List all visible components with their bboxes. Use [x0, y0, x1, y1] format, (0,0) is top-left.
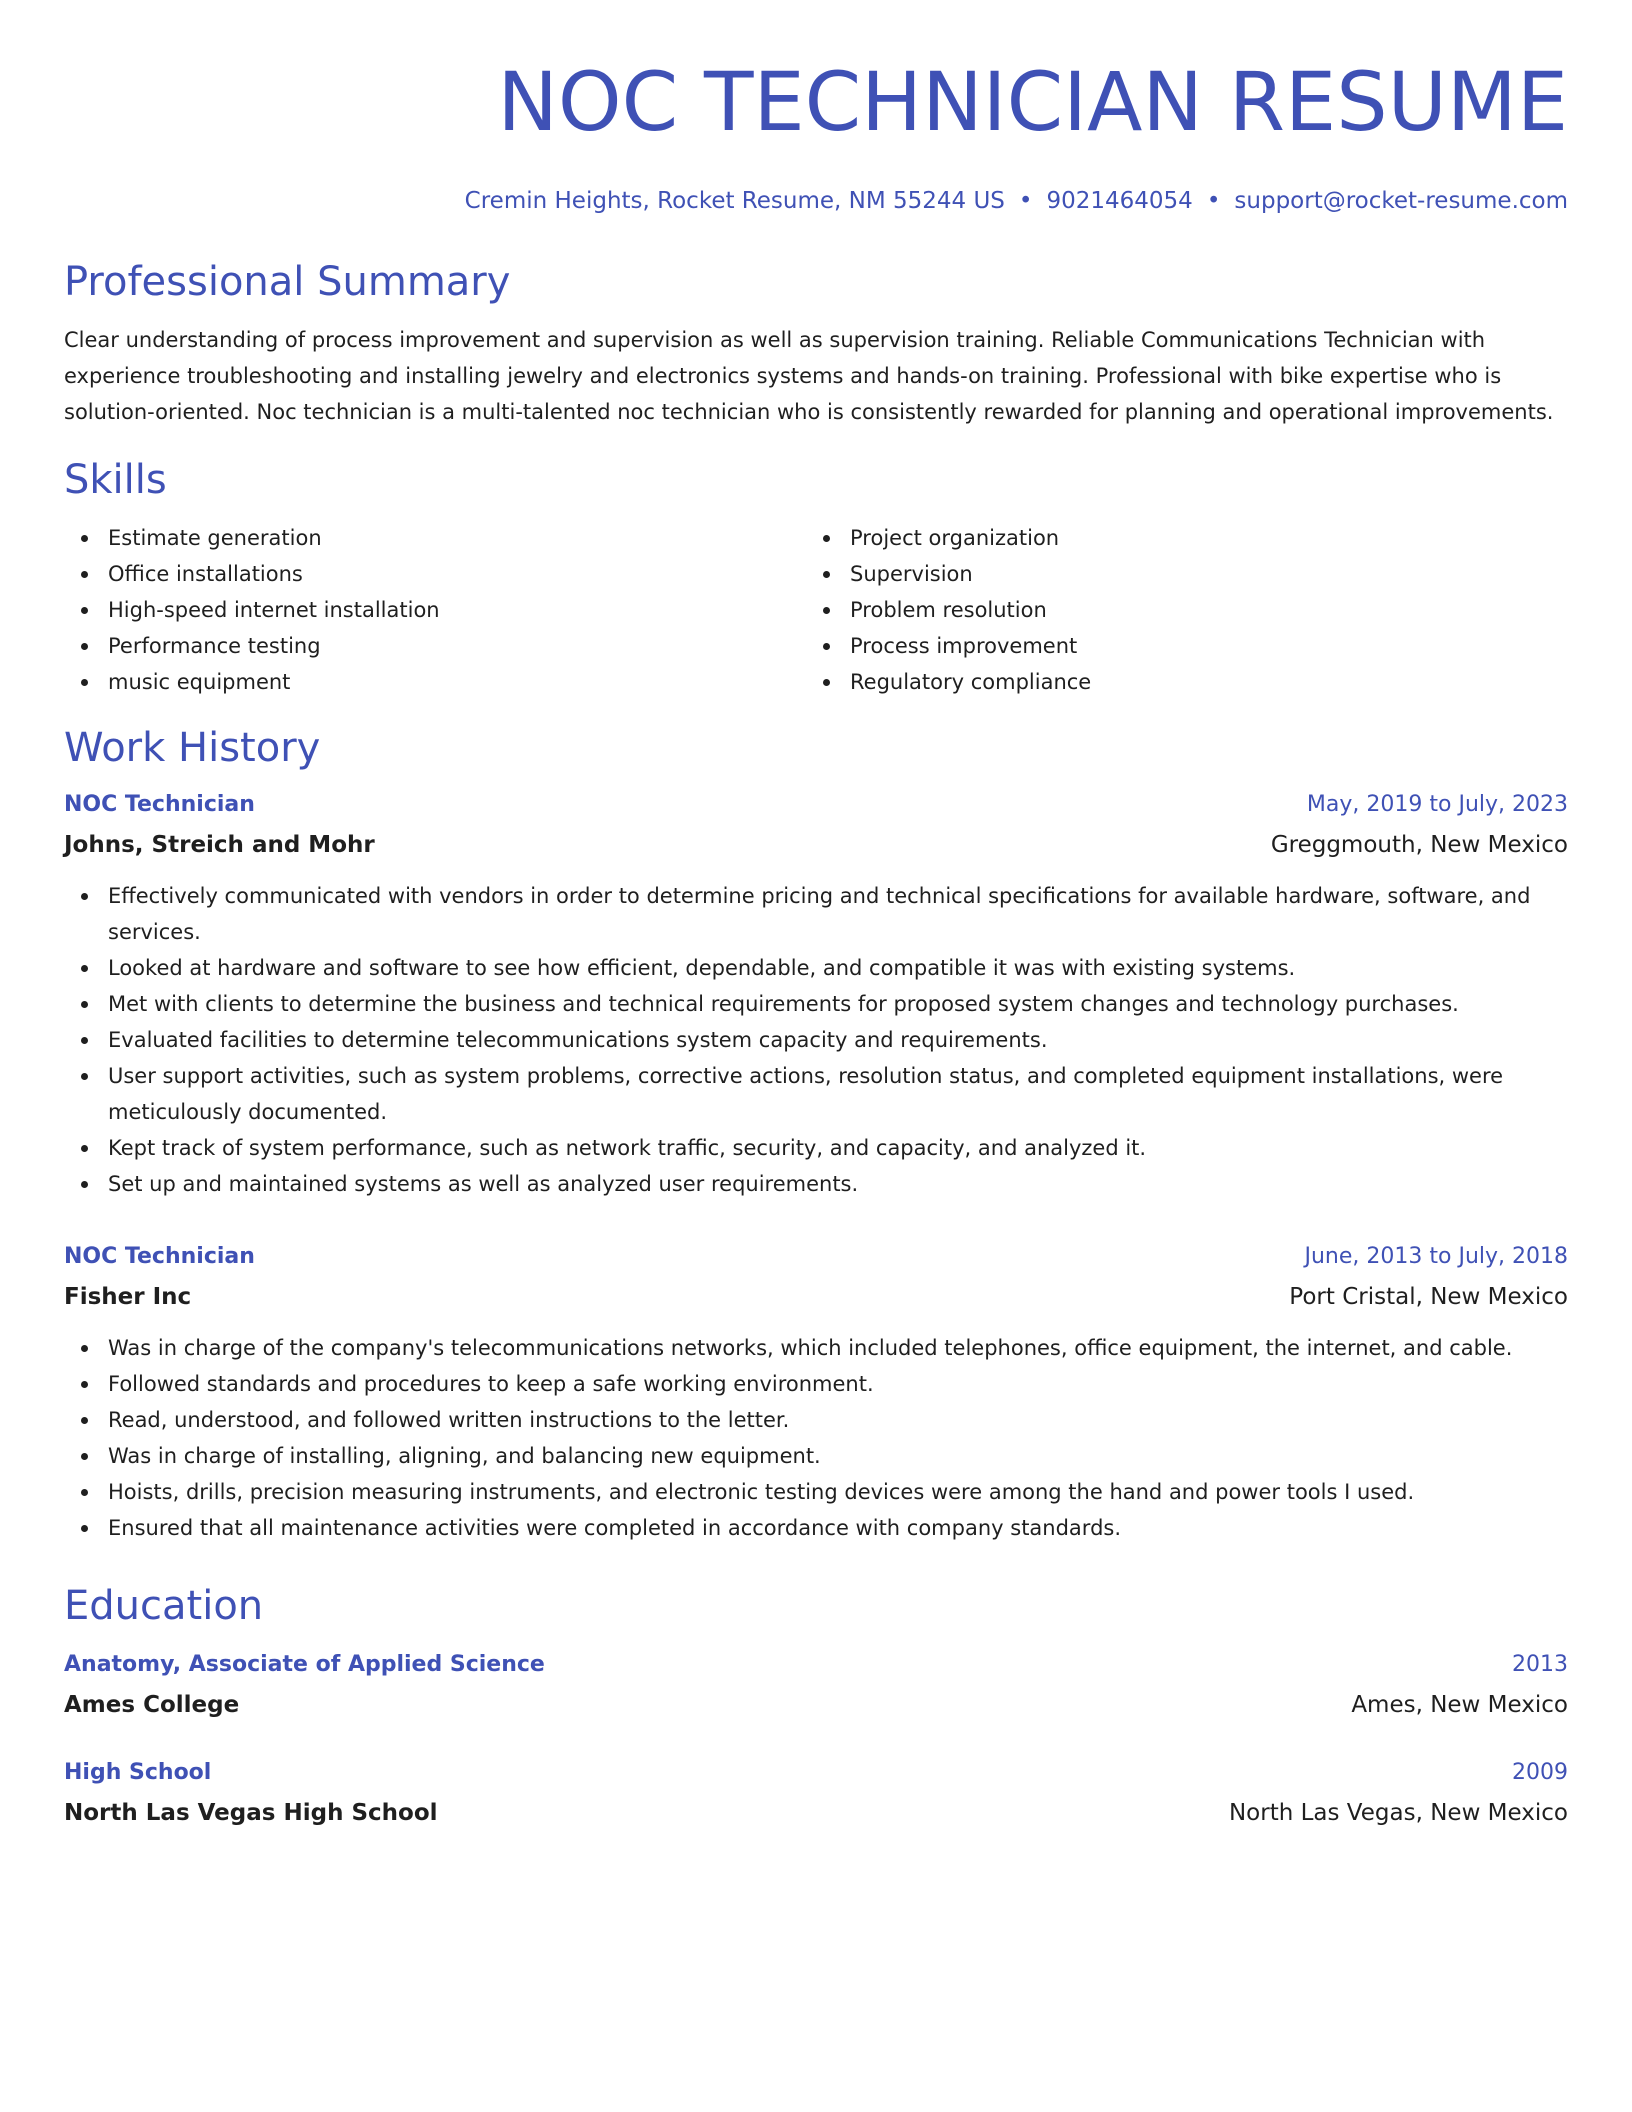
- section-title-work-history: Work History: [64, 725, 321, 771]
- work-entry-role-row: [64, 788, 1568, 822]
- graduation-year: 2013: [1512, 1652, 1568, 1677]
- school-location: North Las Vegas, New Mexico: [1228, 1800, 1568, 1826]
- school-name: Ames College: [64, 1692, 240, 1718]
- job-duty-item: Met with clients to determine the business and technical requirements for proposed system changes and technology purchases.: [64, 986, 1568, 1022]
- work-entry: [64, 1240, 1568, 1546]
- job-title: NOC Technician: [64, 792, 255, 817]
- company-name: Johns, Streich and Mohr: [64, 832, 375, 858]
- skill-item: Project organization: [806, 520, 1548, 556]
- job-duty-item: Looked at hardware and software to see how efficient, dependable, and compatible it was with existing systems.: [64, 950, 1568, 986]
- resume-title: NOC TECHNICIAN RESUME: [497, 56, 1568, 150]
- skills-column-left: [64, 520, 806, 700]
- job-location: Port Cristal, New Mexico: [1289, 1284, 1568, 1310]
- skill-item: Performance testing: [64, 628, 806, 664]
- contact-separator: •: [1018, 188, 1033, 214]
- skill-item: Estimate generation: [64, 520, 806, 556]
- degree-name: High School: [64, 1760, 212, 1785]
- summary-text: Clear understanding of process improvement and supervision as well as supervision training. Reliable Communications Technician with experience troubleshooting and installing jewelry and electronics systems and hands-on training. Professional with bike expertise who is solution-oriented. Noc technician is a multi-talented noc technician who is consistently rewarded for planning and operational improvements.: [64, 328, 1554, 424]
- education-school-row: [64, 1688, 1568, 1722]
- contact-phone: 9021464054: [1046, 188, 1193, 214]
- section-title-skills: Skills: [64, 457, 167, 503]
- company-name: Fisher Inc: [64, 1284, 192, 1310]
- contact-address: Cremin Heights, Rocket Resume, NM 55244 US: [464, 188, 1005, 214]
- job-duty-item: User support activities, such as system problems, corrective actions, resolution status, and completed equipment installations, were meticulously documented.: [64, 1058, 1568, 1130]
- work-entry-role-row: [64, 1240, 1568, 1274]
- work-entry: [64, 788, 1568, 1202]
- education-school-row: [64, 1796, 1568, 1830]
- degree-name: Anatomy, Associate of Applied Science: [64, 1652, 545, 1677]
- job-duty-item: Kept track of system performance, such as network traffic, security, and capacity, and analyzed it.: [64, 1130, 1568, 1166]
- job-duties: [64, 878, 1568, 1202]
- job-duty-item: Read, understood, and followed written instructions to the letter.: [64, 1402, 1568, 1438]
- resume-header: [64, 0, 1568, 216]
- resume-page: [64, 0, 1568, 1830]
- job-duties: [64, 1330, 1568, 1546]
- school-location: Ames, New Mexico: [1351, 1692, 1568, 1718]
- job-duty-item: Hoists, drills, precision measuring instruments, and electronic testing devices were among the hand and power tools I used.: [64, 1474, 1568, 1510]
- work-entry-company-row: [64, 828, 1568, 862]
- job-dates: May, 2019 to July, 2023: [1306, 792, 1568, 817]
- skill-item: music equipment: [64, 664, 806, 700]
- graduation-year: 2009: [1512, 1760, 1568, 1785]
- section-title-summary: Professional Summary: [64, 259, 511, 305]
- skill-item: Process improvement: [806, 628, 1548, 664]
- contact-email: support@rocket-resume.com: [1234, 188, 1568, 214]
- education-degree-row: [64, 1756, 1568, 1790]
- job-dates: June, 2013 to July, 2018: [1304, 1244, 1568, 1269]
- skill-item: Regulatory compliance: [806, 664, 1548, 700]
- skill-item: Supervision: [806, 556, 1548, 592]
- work-entry-company-row: [64, 1280, 1568, 1314]
- contact-line: [64, 186, 1568, 216]
- education-entry: [64, 1756, 1568, 1830]
- job-duty-item: Was in charge of installing, aligning, and balancing new equipment.: [64, 1438, 1568, 1474]
- skill-item: Office installations: [64, 556, 806, 592]
- skill-item: High-speed internet installation: [64, 592, 806, 628]
- job-duty-item: Followed standards and procedures to keep a safe working environment.: [64, 1366, 1568, 1402]
- skills-list: [64, 520, 1568, 700]
- contact-separator: •: [1206, 188, 1221, 214]
- job-location: Greggmouth, New Mexico: [1270, 832, 1568, 858]
- job-duty-item: Effectively communicated with vendors in order to determine pricing and technical specifications for available hardware, software, and services.: [64, 878, 1568, 950]
- job-duty-item: Evaluated facilities to determine telecommunications system capacity and requirements.: [64, 1022, 1568, 1058]
- education-entry: [64, 1648, 1568, 1722]
- education-degree-row: [64, 1648, 1568, 1682]
- job-title: NOC Technician: [64, 1244, 255, 1269]
- skill-item: Problem resolution: [806, 592, 1548, 628]
- school-name: North Las Vegas High School: [64, 1800, 438, 1826]
- section-title-education: Education: [64, 1583, 264, 1629]
- job-duty-item: Was in charge of the company's telecommunications networks, which included telephones, office equipment, the internet, and cable.: [64, 1330, 1568, 1366]
- job-duty-item: Set up and maintained systems as well as analyzed user requirements.: [64, 1166, 1568, 1202]
- job-duty-item: Ensured that all maintenance activities were completed in accordance with company standards.: [64, 1510, 1568, 1546]
- skills-column-right: [806, 520, 1548, 700]
